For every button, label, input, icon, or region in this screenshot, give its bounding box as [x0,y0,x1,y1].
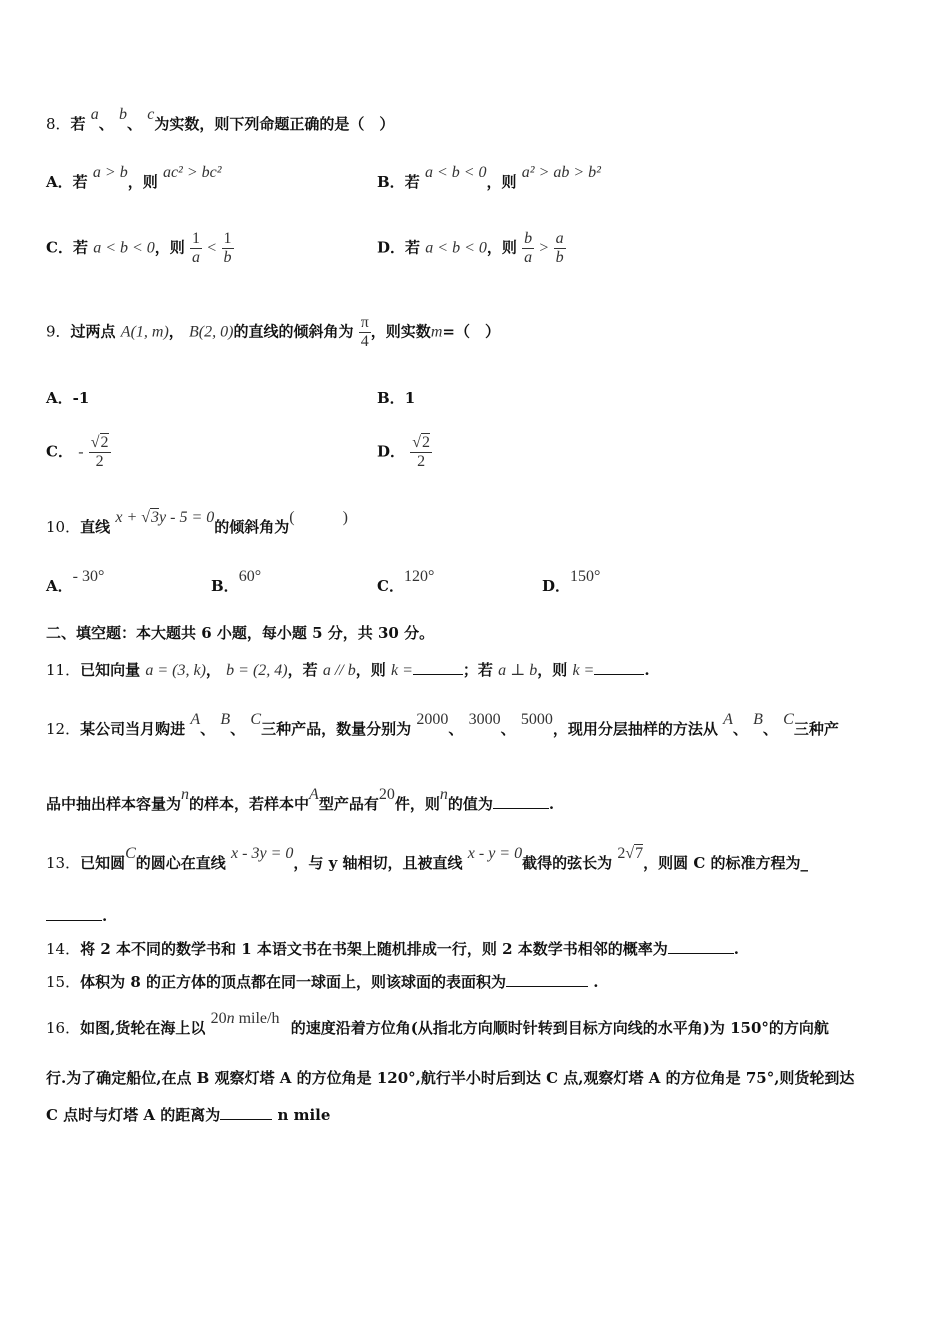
q14-blank[interactable] [668,939,734,954]
q12-l2-pre: 品中抽出样本容量为 [46,795,182,813]
q9-number: 9． [46,322,71,341]
q8-a-cond: a > b [92,164,128,181]
q8-c-if: 若 [72,238,88,257]
q9-b-label: B． [377,389,405,407]
q15-number: 15． [46,973,81,991]
q8-b-label: B． [377,173,405,191]
q16-speed-unit: mile/h [234,1010,280,1027]
q11-stem [46,660,650,681]
q13-t2: ，与 y 轴相切，且被直线 [293,854,463,872]
q14-stem [46,939,739,959]
section-heading: 二、填空题：本大题共 6 小题，每小题 5 分，共 30 分。 [46,624,435,642]
q9-var-m: m [430,323,443,341]
q12-qty-a: 2000 [416,711,449,728]
q10-option-b [211,568,262,597]
q14-text: 将 2 本不同的数学书和 1 本语文书在书架上随机排成一行，则 2 本数学书相邻的概率为 [80,940,668,958]
q8-d-frac2-den: b [555,249,564,266]
q10-d-value: 150° [570,568,601,585]
q11-vector-a: a = (3, k) [145,662,206,679]
q9-post2: =（ ） [442,322,500,341]
q8-sep2: 、 [127,115,143,133]
q8-var-c: c [147,106,155,123]
q11-number: 11． [46,661,81,679]
q13-blank[interactable] [46,906,102,921]
q8-option-a [46,164,222,193]
q9-option-b [377,388,415,408]
q9-c-frac: $\frac{√2}{2}$ [90,434,109,470]
q11-comma: ， [205,661,221,679]
q12-t1: 三种产品，数量分别为 [261,720,412,738]
q15-end: . [587,973,599,991]
q8-b-cond: a < b < 0 [424,164,487,181]
q16-speed-num: 20 [210,1010,227,1027]
q9-d-den: 2 [417,453,426,470]
q12-count: 20 [378,786,395,803]
q8-c-then: ，则 [154,238,185,257]
q8-b-then: ，则 [486,173,517,191]
q9-c-den: 2 [95,453,104,470]
q13-chord: 2√7 [617,845,644,862]
q8-stem [46,106,395,135]
q9-c-sign: - [78,443,84,461]
q13-line1 [46,845,809,874]
q8-d-frac1 [522,230,534,267]
q13-var-c: C [125,845,136,862]
q8-option-b [377,164,601,193]
q11-t3: ；若 [462,661,493,679]
q12-prod-c2: C [783,711,794,728]
q12-s3: 、 [448,720,464,738]
q8-c-cond: a < b < 0 [93,239,155,257]
q13-t4: ，则圆 C 的标准方程为_ [643,854,809,872]
q11-t1: ，若 [287,661,318,679]
q11-k1: k = [391,662,413,679]
q13-line-eq2: x - y = 0 [467,845,523,862]
q12-l2-t1: 的样本，若样本中 [189,795,310,813]
q16-speed-var: n [226,1010,235,1027]
q8-d-op: > [539,239,549,257]
q8-d-frac2-num: a [555,230,564,247]
q12-prod-a3: A [309,786,319,803]
q12-s1: 、 [200,720,216,738]
q12-t2: ，现用分层抽样的方法从 [552,720,718,738]
q13-line2 [46,906,107,926]
q10-a-value: - 30° [72,568,105,585]
q8-d-label: D． [377,238,406,257]
q8-c-frac1 [190,230,202,267]
q12-prod-b: B [220,711,231,728]
q8-d-cond: a < b < 0 [425,239,487,257]
q10-d-label: D． [542,577,571,595]
q16-number: 16． [46,1019,81,1037]
q12-prod-c: C [250,711,262,728]
q11-t2: ，则 [355,661,386,679]
q12-t3: 三种产 [793,720,839,738]
q12-line1 [46,711,839,740]
q13-chord-k: 2 [617,845,626,862]
q12-l2-t4: 的值为 [447,795,493,813]
q12-blank[interactable] [493,794,549,809]
q15-stem [46,972,598,992]
q8-var-a: a [90,106,99,123]
q8-c-frac2-den: b [223,249,232,266]
q9-angle-den: 4 [360,333,369,350]
q8-option-c [46,230,234,267]
q9-comma: ， [168,322,184,341]
q13-pre: 已知圆 [80,854,126,872]
q8-a-then: ，则 [127,173,158,191]
q8-d-frac1-den: a [524,249,533,266]
q8-c-frac2-num: 1 [223,230,232,247]
q10-c-value: 120° [403,568,435,585]
q8-c-label: C． [46,238,73,257]
q8-number: 8． [46,115,71,133]
q11-perpendicular: a ⊥ b [498,662,538,679]
q16-l3: C 点时与灯塔 A 的距离为 [46,1106,221,1124]
q8-c-frac1-den: a [192,249,201,266]
q12-s4: 、 [500,720,516,738]
q13-t1: 的圆心在直线 [135,854,226,872]
q10-paren: ( ) [289,509,348,526]
q13-chord-radicand: 7 [635,845,644,862]
q14-end: . [733,940,739,958]
q9-stem [46,314,500,351]
q8-a-label: A． [46,173,73,191]
q11-t4: ，则 [537,661,568,679]
q10-option-a [46,568,105,597]
q11-pre: 已知向量 [80,661,141,679]
q13-t3: 截得的弦长为 [522,854,613,872]
q8-b-result: a² > ab > b² [521,164,601,181]
q9-angle-frac [359,314,371,351]
q10-eq-radicand: 3 [151,509,160,526]
q9-d-frac: $\frac{√2}{2}$ [412,434,431,470]
q8-a-result: ac² > bc² [162,164,222,181]
q16-pre: 如图,货轮在海上以 [80,1019,206,1037]
q16-l3-end: n mile [272,1106,331,1124]
q9-post1: ，则实数 [370,322,431,341]
q8-d-if: 若 [405,238,421,257]
q12-prod-a: A [190,711,201,728]
q11-vector-b: b = (2, 4) [226,662,288,679]
q16-blank[interactable] [220,1105,272,1120]
q12-prod-a2: A [723,711,733,728]
q16-line3 [46,1105,330,1125]
q12-qty-c: 5000 [520,711,553,728]
q9-angle-num: π [360,314,369,331]
q9-point-a: A(1, m) [120,323,169,341]
q16-line2: 行.为了确定船位,在点 B 观察灯塔 A 的方位角是 120°,航行半小时后到达 C 点,观察灯塔 A 的方位角是 75°,则货轮到达 [46,1069,855,1087]
q9-option-a [46,388,89,408]
q12-s6: 、 [762,720,778,738]
q10-number: 10． [46,518,81,536]
q14-number: 14． [46,940,81,958]
q9-pre: 过两点 [70,322,116,341]
q9-b-value: 1 [404,389,416,407]
q9-option-c [46,434,111,471]
q16-speed [211,1010,280,1027]
q9-c-label: C． [46,442,73,461]
q9-point-b: B(2, 0) [189,323,234,341]
q11-k2: k = [572,662,595,679]
q15-blank[interactable] [506,972,588,987]
q10-stem [46,509,348,538]
q13-end: . [102,907,108,925]
q16-line1 [46,1010,829,1039]
q9-d-radicand: 2 [422,434,431,451]
q13-number: 13． [46,854,81,872]
q9-a-label: A． [46,389,73,407]
q12-qty-b: 3000 [468,711,501,728]
q8-stem-pre: 若 [70,115,86,133]
q8-c-frac1-num: 1 [192,230,201,247]
q8-var-b: b [119,106,128,123]
q8-d-frac1-num: b [524,230,533,247]
q15-text: 体积为 8 的正方体的顶点都在同一球面上，则该球面的表面积为 [80,973,506,991]
q9-mid: 的直线的倾斜角为 [233,322,354,341]
q8-d-frac2 [554,230,566,267]
q8-c-frac2 [222,230,234,267]
q10-equation: x + √3y - 5 = 0 [115,509,215,526]
q10-option-c [377,568,435,597]
q11-parallel: a // b [322,662,356,679]
q8-stem-post: 为实数，则下列命题正确的是（ ） [154,115,395,133]
q11-blank-2[interactable] [594,660,644,675]
q12-pre: 某公司当月购进 [80,720,186,738]
q13-line-eq1: x - 3y = 0 [231,845,294,862]
q8-sep1: 、 [98,115,114,133]
q12-number: 12． [46,720,81,738]
q12-var-n2: n [439,786,448,803]
q9-d-label: D． [377,442,406,461]
q12-var-n: n [181,786,190,803]
q9-c-radicand: 2 [100,434,109,451]
q8-d-then: ，则 [486,238,517,257]
q11-blank-1[interactable] [413,660,463,675]
q10-eq-a: x + [115,509,142,526]
q10-post: 的倾斜角为 [214,518,290,536]
q8-option-d [377,230,566,267]
q12-l2-t2: 型产品有 [318,795,379,813]
q8-c-op: < [207,239,217,257]
q10-b-label: B． [211,577,239,595]
q12-l2-t3: 件，则 [394,795,440,813]
q12-prod-b2: B [753,711,763,728]
q8-a-if: 若 [72,173,88,191]
q10-pre: 直线 [80,518,111,536]
q10-b-value: 60° [238,568,262,585]
q12-s2: 、 [230,720,246,738]
q12-line2 [46,786,555,815]
q12-end: . [548,795,555,813]
q9-a-value: -1 [72,389,90,407]
q16-l1: 的速度沿着方位角(从指北方向顺时针转到目标方向线的水平角)为 150°的方向航 [290,1019,829,1037]
q10-c-label: C． [377,577,404,595]
q10-option-d [542,568,601,597]
q8-b-if: 若 [404,173,420,191]
q12-s5: 、 [732,720,748,738]
q10-eq-b: y - 5 = 0 [159,509,215,526]
q9-option-d [377,434,432,471]
q10-a-label: A． [46,577,73,595]
q11-end: . [644,661,650,679]
